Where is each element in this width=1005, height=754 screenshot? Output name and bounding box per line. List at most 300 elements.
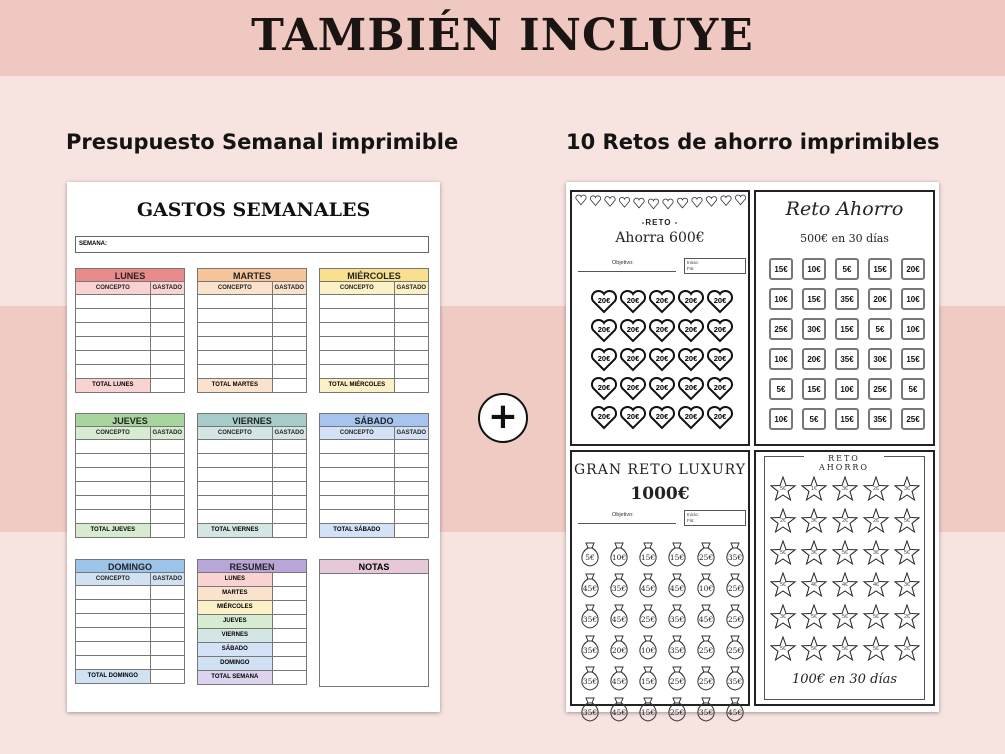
cell [151, 482, 184, 495]
cell [198, 454, 273, 467]
total-cell [151, 670, 184, 683]
star-cell [894, 572, 920, 598]
box-cell: 5€ [835, 258, 859, 280]
challenge-600 [570, 190, 750, 446]
column-headers [75, 282, 185, 295]
star-value: 3€ [903, 582, 911, 588]
heart-value: 20€ [655, 412, 669, 421]
cell [151, 510, 184, 523]
bag-value: 35€ [582, 646, 598, 655]
star-cell [863, 476, 889, 502]
bag-cell [636, 540, 660, 568]
total-row [75, 670, 185, 684]
table-row [75, 337, 185, 351]
challenge-100 [754, 450, 935, 706]
table-row [75, 600, 185, 614]
resumen-value [273, 587, 306, 600]
star-value: 5€ [779, 582, 787, 588]
cell [76, 482, 151, 495]
cell [198, 468, 273, 481]
table-row [197, 365, 307, 379]
cell [395, 440, 428, 453]
bag-value: 35€ [582, 708, 598, 717]
bag-cell [665, 602, 689, 630]
box-cell: 20€ [868, 288, 892, 310]
resumen-value [273, 643, 306, 656]
bag-cell [665, 633, 689, 661]
bag-value: 25€ [669, 708, 685, 717]
star-cell [770, 508, 796, 534]
bag-cell [694, 633, 718, 661]
bag-cell [665, 695, 689, 723]
bag-cell [636, 602, 660, 630]
star-value: 2€ [872, 518, 880, 524]
bag-cell [723, 664, 747, 692]
box-cell: 15€ [802, 378, 826, 400]
cell [151, 440, 184, 453]
challenge-600-tag: -RETO - [641, 218, 679, 227]
table-row [319, 365, 429, 379]
column-headers [197, 282, 307, 295]
challenge-1000-title: GRAN RETO LUXURY [573, 462, 746, 478]
day-table-5 [319, 413, 429, 538]
star-value: 5€ [841, 550, 849, 556]
cell [151, 642, 184, 655]
bag-cell [578, 602, 602, 630]
star-cell [894, 604, 920, 630]
cell [395, 337, 428, 350]
star-value: 4€ [841, 582, 849, 588]
notas-box [319, 559, 429, 687]
heart-cell [677, 348, 705, 372]
cell [320, 468, 395, 481]
table-row [197, 295, 307, 309]
cell [151, 365, 184, 378]
cell [320, 309, 395, 322]
cell [395, 365, 428, 378]
heart-value: 20€ [684, 383, 698, 392]
resumen-table [197, 559, 307, 685]
col-gastado: GASTADO [152, 430, 183, 436]
heart-value: 20€ [713, 354, 727, 363]
table-row [75, 656, 185, 670]
cell [273, 496, 306, 509]
table-row [319, 309, 429, 323]
bag-cell [723, 602, 747, 630]
day-header: MIÉRCOLES [319, 268, 429, 282]
day-table-2 [319, 268, 429, 393]
col-concepto: CONCEPTO [76, 282, 151, 294]
total-label: TOTAL DOMINGO [76, 670, 151, 683]
star-cell [770, 604, 796, 630]
bag-cell [578, 571, 602, 599]
star-cell [770, 572, 796, 598]
page-title: TAMBIÉN INCLUYE [251, 10, 754, 61]
day-table-1 [197, 268, 307, 393]
cell [320, 295, 395, 308]
objetivo-label: Objetivo: [612, 260, 634, 266]
box-cell: 5€ [769, 378, 793, 400]
heart-value: 20€ [597, 383, 611, 392]
bag-cell [607, 695, 631, 723]
table-row [75, 323, 185, 337]
cell [320, 454, 395, 467]
cell [320, 440, 395, 453]
resumen-value [273, 601, 306, 614]
star-value: 2€ [903, 614, 911, 620]
bag-value: 25€ [640, 615, 656, 624]
cell [76, 309, 151, 322]
savings-challenges-sheet [566, 182, 939, 717]
star-value: 5€ [841, 646, 849, 652]
bunting-heart [648, 199, 658, 209]
resumen-row [197, 657, 307, 671]
heart-value: 20€ [597, 412, 611, 421]
challenge-500 [754, 190, 935, 446]
heart-cell [590, 377, 618, 401]
cell [395, 351, 428, 364]
box-cell: 5€ [868, 318, 892, 340]
bunting-heart [619, 197, 629, 207]
bag-value: 35€ [727, 677, 743, 686]
total-cell [151, 524, 184, 537]
bag-cell [694, 695, 718, 723]
bunting-heart [663, 199, 673, 209]
box-cell: 25€ [769, 318, 793, 340]
box-cell: 10€ [769, 288, 793, 310]
cell [76, 642, 151, 655]
day-header: DOMINGO [75, 559, 185, 573]
resumen-value [273, 629, 306, 642]
cell [76, 614, 151, 627]
star-cell [832, 604, 858, 630]
bag-value: 25€ [727, 584, 743, 593]
total-row [319, 524, 429, 538]
table-row [197, 482, 307, 496]
star-cell [801, 636, 827, 662]
star-value: 5€ [779, 646, 787, 652]
cell [151, 337, 184, 350]
resumen-label: MARTES [198, 587, 273, 600]
cell [151, 496, 184, 509]
heart-value: 20€ [626, 296, 640, 305]
cell [76, 586, 151, 599]
star-value: 3€ [841, 486, 849, 492]
table-row [319, 323, 429, 337]
day-table-6 [75, 559, 185, 684]
cell [151, 468, 184, 481]
total-cell [395, 379, 428, 392]
star-value: 1€ [810, 486, 818, 492]
cell [198, 295, 273, 308]
table-row [197, 351, 307, 365]
bag-value: 35€ [698, 708, 714, 717]
star-value: 3€ [779, 614, 787, 620]
box-cell: 10€ [769, 408, 793, 430]
heart-cell [619, 319, 647, 343]
box-grid [769, 258, 932, 430]
total-label: TOTAL MIÉRCOLES [320, 379, 395, 392]
box-cell: 30€ [802, 318, 826, 340]
bag-value: 45€ [640, 584, 656, 593]
total-cell [273, 379, 306, 392]
bag-cell [607, 633, 631, 661]
cell [151, 323, 184, 336]
heart-value: 20€ [713, 296, 727, 305]
cell [273, 323, 306, 336]
left-subtitle: Presupuesto Semanal imprimible [66, 130, 459, 154]
bag-cell [636, 664, 660, 692]
resumen-row [197, 643, 307, 657]
cell [76, 337, 151, 350]
cell [273, 337, 306, 350]
cell [198, 323, 273, 336]
total-label: TOTAL VIERNES [198, 524, 273, 537]
heart-cell [619, 406, 647, 430]
resumen-label: TOTAL SEMANA [198, 671, 273, 684]
cell [320, 365, 395, 378]
heart-cell [706, 377, 734, 401]
fin-label-2: Fin: [687, 518, 695, 523]
heart-cell [648, 348, 676, 372]
heart-value: 20€ [713, 383, 727, 392]
bag-cell [723, 540, 747, 568]
heart-value: 20€ [655, 296, 669, 305]
plus-icon: + [478, 393, 528, 443]
table-row [197, 496, 307, 510]
cell [198, 309, 273, 322]
bag-value: 15€ [669, 553, 685, 562]
bunting-heart [706, 197, 716, 207]
resumen-row [197, 573, 307, 587]
table-row [197, 309, 307, 323]
cell [198, 496, 273, 509]
cell [76, 510, 151, 523]
heart-value: 20€ [684, 354, 698, 363]
heart-value: 20€ [655, 383, 669, 392]
table-row [75, 365, 185, 379]
challenge-100-footer: 100€ en 30 días [792, 672, 897, 687]
heart-cell [619, 377, 647, 401]
box-cell: 10€ [835, 378, 859, 400]
box-cell: 10€ [802, 258, 826, 280]
bag-cell [665, 664, 689, 692]
day-table-3 [75, 413, 185, 538]
bag-value: 25€ [698, 677, 714, 686]
box-cell: 15€ [835, 408, 859, 430]
heart-value: 20€ [626, 325, 640, 334]
box-cell: 15€ [901, 348, 925, 370]
resumen-row [197, 671, 307, 685]
bunting-heart [590, 196, 600, 206]
cell [395, 482, 428, 495]
cell [273, 454, 306, 467]
star-value: 5€ [872, 646, 880, 652]
cell [198, 365, 273, 378]
star-grid [770, 476, 925, 662]
cell [273, 510, 306, 523]
total-row [197, 379, 307, 393]
bag-cell [607, 602, 631, 630]
table-row [75, 440, 185, 454]
star-cell [801, 572, 827, 598]
heart-cell [706, 406, 734, 430]
bag-value: 45€ [727, 708, 743, 717]
heart-value: 20€ [597, 354, 611, 363]
table-row [75, 496, 185, 510]
star-value: 2€ [872, 486, 880, 492]
resumen-row [197, 601, 307, 615]
box-cell: 15€ [769, 258, 793, 280]
cell [151, 351, 184, 364]
cell [198, 482, 273, 495]
bag-value: 45€ [698, 615, 714, 624]
box-cell: 15€ [835, 318, 859, 340]
cell [198, 510, 273, 523]
inicio-label-2: Inicio: [687, 512, 699, 517]
col-gastado: GASTADO [152, 285, 183, 291]
heart-cell [706, 290, 734, 314]
bag-value: 25€ [727, 615, 743, 624]
bag-cell [694, 602, 718, 630]
bag-value: 35€ [611, 584, 627, 593]
cell [76, 454, 151, 467]
box-cell: 35€ [835, 288, 859, 310]
cell [198, 351, 273, 364]
cell [151, 309, 184, 322]
cell [76, 440, 151, 453]
heart-cell [706, 319, 734, 343]
bag-cell [578, 664, 602, 692]
bag-cell [636, 633, 660, 661]
table-row [75, 468, 185, 482]
bag-value: 45€ [611, 677, 627, 686]
table-row [319, 496, 429, 510]
star-value: 3€ [872, 550, 880, 556]
cell [273, 351, 306, 364]
bag-value: 45€ [669, 584, 685, 593]
weekly-budget-sheet [67, 182, 440, 712]
cell [76, 656, 151, 669]
resumen-label: JUEVES [198, 615, 273, 628]
star-cell [770, 540, 796, 566]
objetivo-label-2: Objetivo: [612, 512, 634, 518]
challenge-1000 [570, 450, 750, 717]
bag-value: 45€ [582, 584, 598, 593]
heart-cell [619, 348, 647, 372]
star-cell [863, 508, 889, 534]
total-row [75, 379, 185, 393]
cell [151, 628, 184, 641]
star-cell [863, 540, 889, 566]
challenge-500-title: Reto Ahorro [785, 198, 904, 220]
table-row [75, 614, 185, 628]
column-headers [75, 427, 185, 440]
heart-value: 20€ [684, 325, 698, 334]
box-cell: 10€ [901, 288, 925, 310]
cell [151, 614, 184, 627]
table-row [319, 295, 429, 309]
box-cell: 10€ [901, 318, 925, 340]
bag-cell [723, 633, 747, 661]
box-cell: 35€ [835, 348, 859, 370]
star-cell [770, 636, 796, 662]
cell [151, 586, 184, 599]
cell [76, 600, 151, 613]
star-cell [894, 508, 920, 534]
cell [151, 656, 184, 669]
day-header: MARTES [197, 268, 307, 282]
resumen-value [273, 671, 306, 684]
day-header: VIERNES [197, 413, 307, 427]
resumen-row [197, 629, 307, 643]
resumen-label: VIERNES [198, 629, 273, 642]
table-row [319, 337, 429, 351]
col-concepto: CONCEPTO [320, 282, 395, 294]
heart-cell [619, 290, 647, 314]
total-cell [395, 524, 428, 537]
bag-value: 35€ [669, 646, 685, 655]
day-table-0 [75, 268, 185, 393]
heart-cell [706, 348, 734, 372]
bag-cell [694, 540, 718, 568]
table-row [75, 628, 185, 642]
col-concepto: CONCEPTO [76, 427, 151, 439]
day-table-4 [197, 413, 307, 538]
bag-cell [694, 571, 718, 599]
star-cell [801, 604, 827, 630]
bag-value: 25€ [698, 553, 714, 562]
bag-cell [578, 695, 602, 723]
heart-cell [677, 290, 705, 314]
cell [395, 295, 428, 308]
right-subtitle: 10 Retos de ahorro imprimibles [566, 130, 940, 154]
col-gastado: GASTADO [396, 285, 427, 291]
bunting-heart [634, 198, 644, 208]
resumen-value [273, 657, 306, 670]
cell [320, 351, 395, 364]
cell [151, 600, 184, 613]
bag-value: 10€ [640, 646, 656, 655]
bag-cell [607, 664, 631, 692]
star-value: 5€ [779, 486, 787, 492]
total-cell [273, 524, 306, 537]
table-row [75, 454, 185, 468]
table-row [319, 440, 429, 454]
cell [76, 496, 151, 509]
col-gastado: GASTADO [274, 285, 305, 291]
heart-cell [677, 319, 705, 343]
box-cell: 15€ [802, 288, 826, 310]
heart-cell [590, 406, 618, 430]
bag-value: 35€ [582, 677, 598, 686]
cell [151, 454, 184, 467]
heart-value: 20€ [713, 325, 727, 334]
heart-value: 20€ [713, 412, 727, 421]
objetivo-line [578, 271, 676, 272]
cell [76, 295, 151, 308]
col-concepto: CONCEPTO [320, 427, 395, 439]
challenge-1000-amount: 1000€ [630, 484, 690, 504]
heart-cell [648, 377, 676, 401]
challenge-500-subtitle: 500€ en 30 días [800, 232, 889, 245]
bag-value: 25€ [698, 646, 714, 655]
bag-cell [665, 540, 689, 568]
cell [273, 309, 306, 322]
inicio-label: Inicio: [687, 260, 699, 265]
cell [320, 337, 395, 350]
star-value: 2€ [779, 518, 787, 524]
